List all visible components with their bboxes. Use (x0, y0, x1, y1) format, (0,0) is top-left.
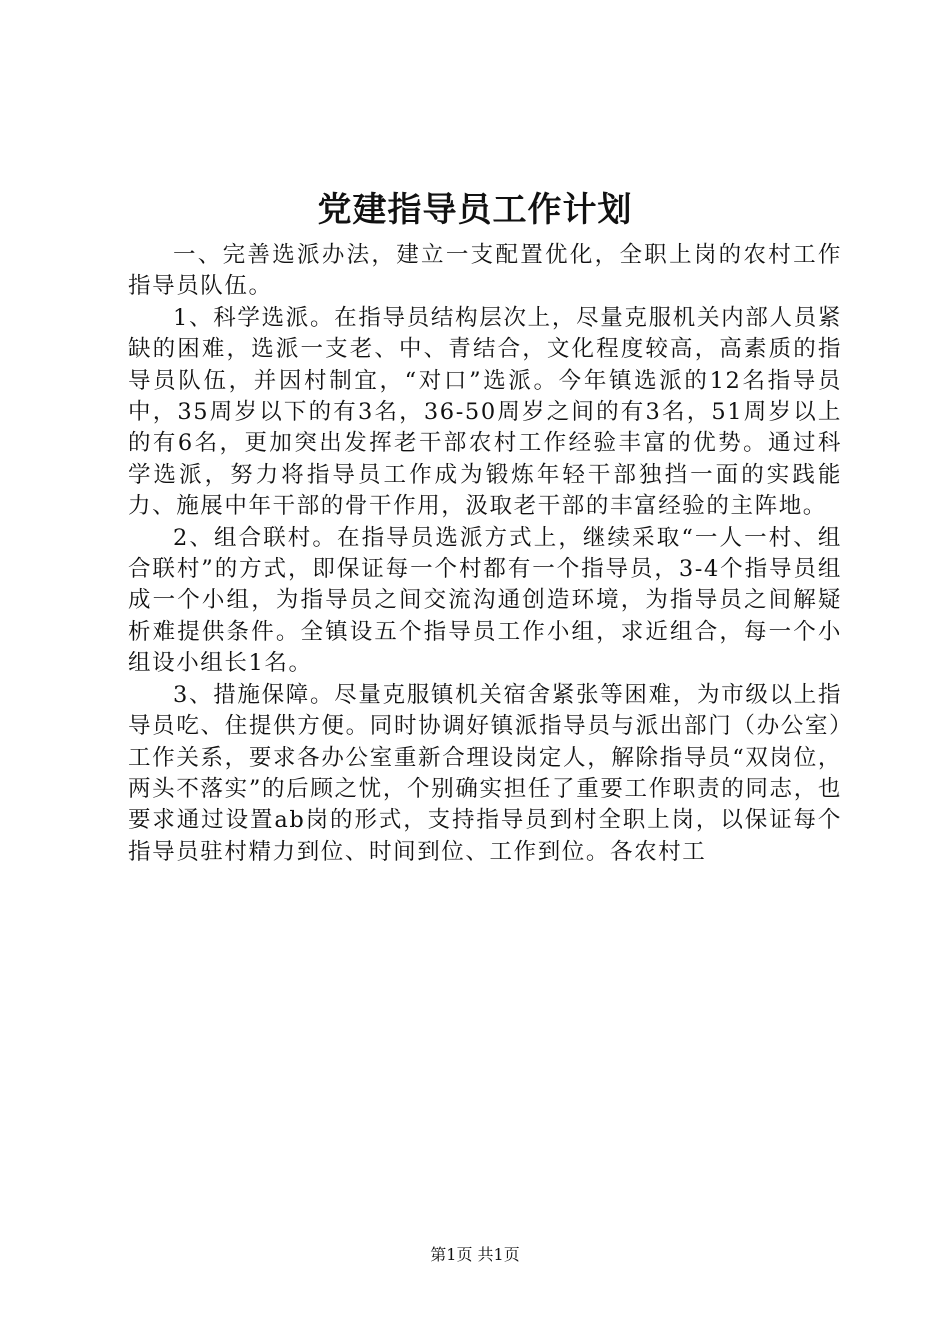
document-title: 党建指导员工作计划 (317, 190, 633, 230)
document-body (128, 240, 842, 868)
paragraph-measures-guarantee: 3、措施保障。尽量克服镇机关宿舍紧张等困难，为市级以上指导员吃、住提供方便。同时协调好镇派指导员与派出部门（办公室）工作关系，要求各办公室重新合理设岗定人，解除指导员“双岗位，两头不落实”的后顾之忧，个别确实担任了重要工作职责的同志，也要求通过设置ab岗的形式，支持指导员到村全职上岗，以保证每个指导员驻村精力到位、时间到位、工作到位。各农村工 (128, 681, 842, 865)
page-number-footer: 第1页 共1页 (430, 1245, 520, 1264)
paragraph-combined-villages: 2、组合联村。在指导员选派方式上，继续采取“一人一村、组合联村”的方式，即保证每一个村都有一个指导员，3-4个指导员组成一个小组，为指导员之间交流沟通创造环境，为指导员之间解疑析难提供条件。全镇设五个指导员工作小组，求近组合，每一个小组设小组长1名。 (128, 524, 842, 677)
paragraph-scientific-selection: 1、科学选派。在指导员结构层次上，尽量克服机关内部人员紧缺的困难，选派一支老、中、青结合，文化程度较高，高素质的指导员队伍，并因村制宜，“对口”选派。今年镇选派的12名指导员中，35周岁以下的有3名，36-50周岁之间的有3名，51周岁以上的有6名，更加突出发挥老干部农村工作经验丰富的优势。通过科学选派，努力将指导员工作成为锻炼年轻干部独挡一面的实践能力、施展中年干部的骨干作用，汲取老干部的丰富经验的主阵地。 (128, 304, 842, 520)
paragraph-section-heading: 一、完善选派办法，建立一支配置优化，全职上岗的农村工作指导员队伍。 (128, 242, 842, 300)
